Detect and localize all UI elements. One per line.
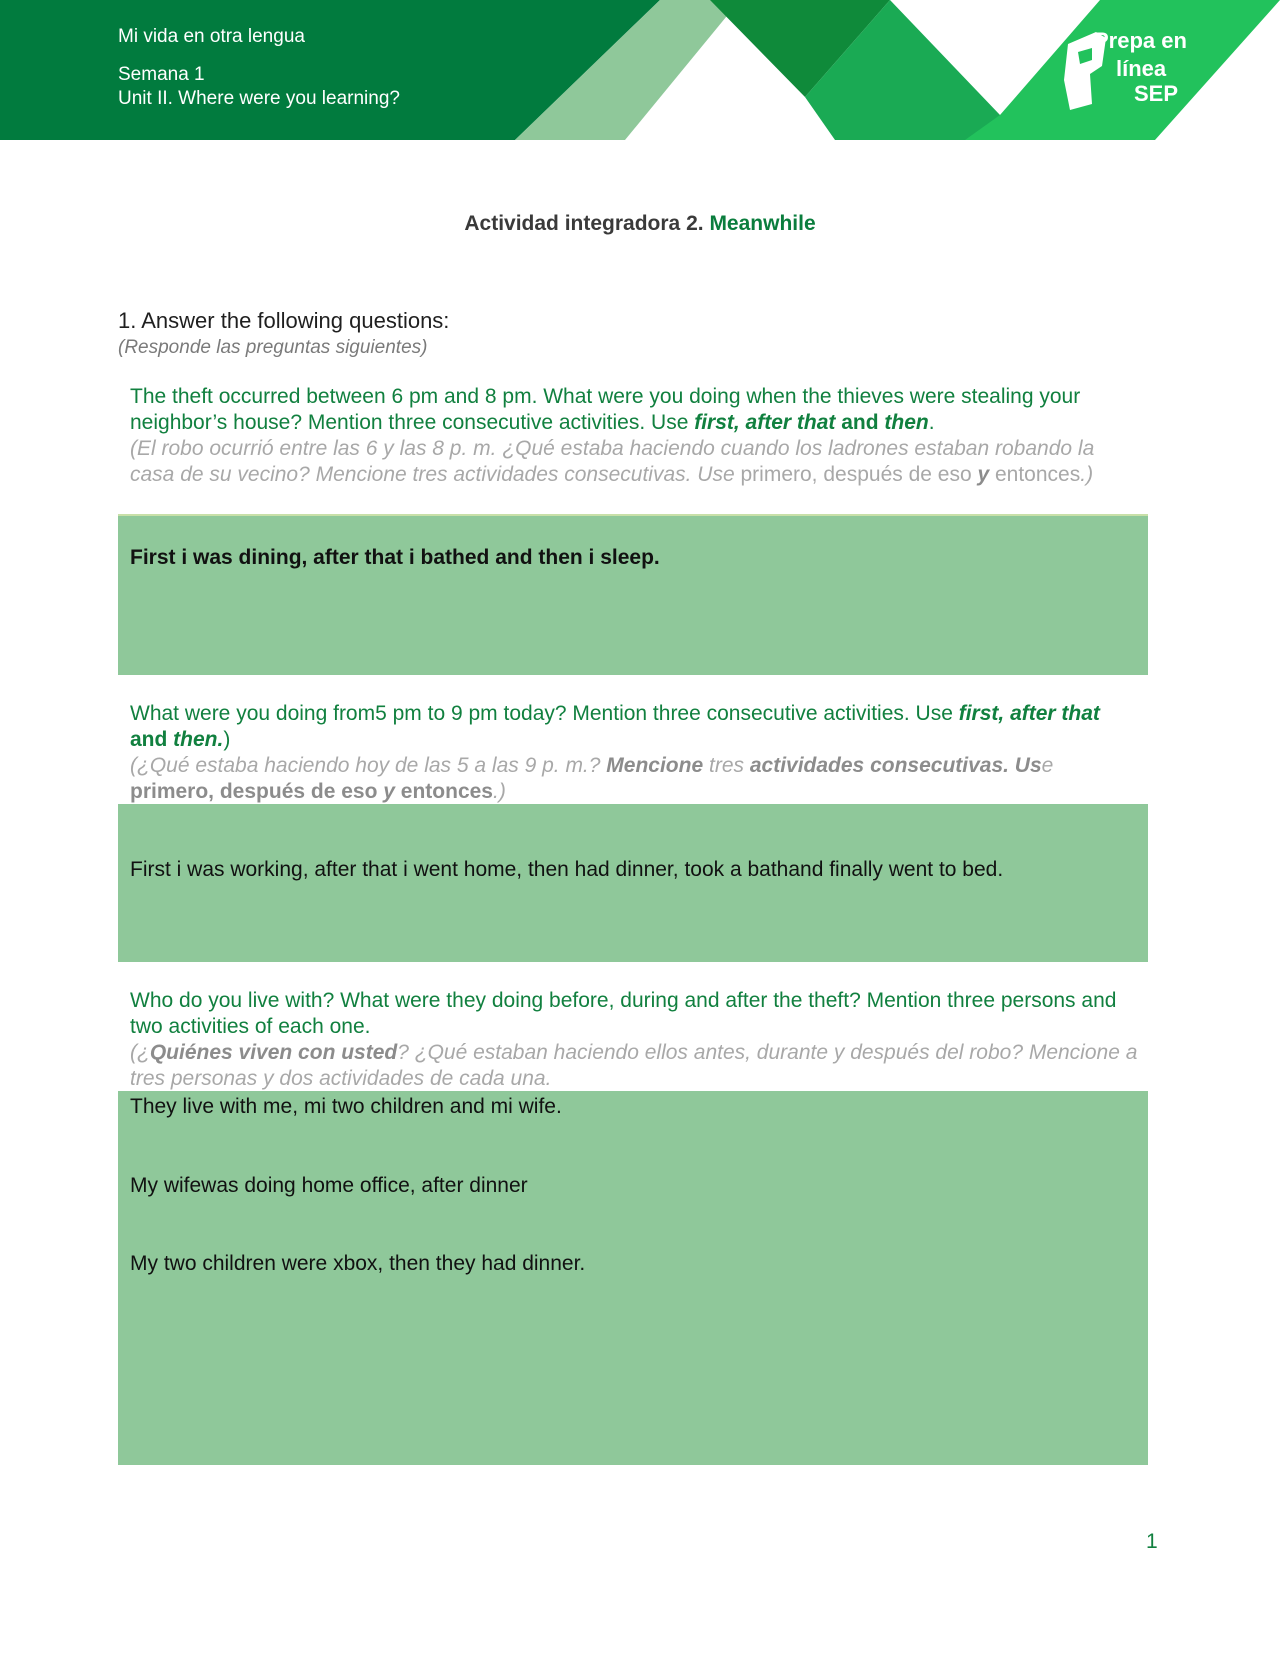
course-title: Mi vida en otra lengua	[118, 26, 305, 47]
q3-es-bold: Quiénes viven con usted	[149, 1041, 398, 1064]
page-number: 1	[1146, 1530, 1158, 1553]
q2-en-end: )	[223, 728, 231, 751]
q2-en-keyword-2: then.	[173, 728, 224, 751]
question-1-spanish	[130, 436, 1140, 488]
section-heading: 1. Answer the following questions:	[118, 308, 450, 333]
q2-es-actividades: actividades consecutivas. Us	[749, 754, 1042, 777]
answer-box-1[interactable]	[118, 514, 1148, 675]
q3-es-text: ? ¿Qué estaban haciendo ellos antes, durante y después del robo? Mencione a tres personas y dos actividades de cada una.	[130, 1041, 1138, 1090]
question-2	[130, 701, 1140, 805]
q2-es-keyword-2: entonces	[394, 780, 493, 803]
q2-es-end: .)	[492, 780, 506, 803]
q1-es-text: (El robo ocurrió entre las 6 y las 8 p. m. ¿Qué estaba haciendo cuando los ladrones estaban robando la casa de su vecino? Mencione tres actividades consecutivas. Use	[130, 437, 1095, 486]
q1-en-keyword-1: first, after that	[694, 411, 836, 434]
question-2-english	[130, 701, 1140, 753]
q2-es-tres: tres	[703, 754, 750, 777]
answer-3-line-2: My wifewas doing home office, after dinner	[130, 1174, 528, 1197]
question-1-english	[130, 384, 1140, 436]
q1-en-keyword-2: then	[884, 411, 929, 434]
q2-es-mencione: Mencione	[606, 754, 704, 777]
q1-es-keyword-1: primero, después de eso	[740, 463, 978, 486]
question-3	[130, 988, 1140, 1092]
question-3-spanish	[130, 1040, 1140, 1092]
q1-es-y: y	[977, 463, 990, 486]
title-accent: Meanwhile	[709, 212, 816, 235]
question-3-english: Who do you live with? What were they doing before, during and after the theft? Mention three persons and two activities of each one.	[130, 989, 1117, 1038]
section-subheading: (Responde las preguntas siguientes)	[118, 337, 428, 358]
q2-en-keyword-1: first, after that	[958, 702, 1100, 725]
question-2-spanish	[130, 753, 1140, 805]
q1-en-and: and	[835, 411, 885, 434]
question-1	[130, 384, 1140, 488]
q2-es-y: y	[383, 780, 395, 803]
logo-line-1: Prepa en	[1094, 28, 1187, 53]
q1-en-text: The theft occurred between 6 pm and 8 pm. What were you doing when the thieves were stealing your neighbor’s house? Mention three consecutive activities. Use	[130, 385, 1081, 434]
answer-3-line-3: My two children were xbox, then they had dinner.	[130, 1252, 586, 1275]
q2-es-use: e	[1041, 754, 1054, 777]
logo-line-3: SEP	[1134, 81, 1179, 106]
answer-box-3[interactable]	[118, 1091, 1148, 1465]
answer-2-text: First i was working, after that i went home, then had dinner, took a bathand finally went to bed.	[130, 858, 1004, 881]
q1-es-end: .)	[1080, 463, 1094, 486]
week-label: Semana 1	[118, 64, 205, 85]
q1-es-keyword-2: entonces	[989, 463, 1081, 486]
q2-en-and: and	[130, 728, 174, 751]
q2-en-text: What were you doing from5 pm to 9 pm today? Mention three consecutive activities. Use	[130, 702, 959, 725]
answer-box-2[interactable]	[118, 804, 1148, 962]
title-main: Actividad integradora 2.	[464, 212, 704, 235]
logo-line-2: línea	[1116, 56, 1167, 81]
answer-1-text: First i was dining, after that i bathed and then i sleep.	[130, 546, 660, 569]
q2-es-keyword-1: primero, después de eso	[130, 780, 384, 803]
document-title	[0, 212, 1280, 236]
header-banner	[0, 0, 1280, 140]
q1-en-end: .	[928, 411, 935, 434]
q2-es-text: (¿Qué estaba haciendo hoy de las 5 a las 9 p. m.?	[130, 754, 607, 777]
unit-label: Unit II. Where were you learning?	[118, 88, 400, 109]
answer-3-line-1: They live with me, mi two children and mi wife.	[130, 1095, 562, 1118]
q3-es-open: (¿	[130, 1041, 150, 1064]
